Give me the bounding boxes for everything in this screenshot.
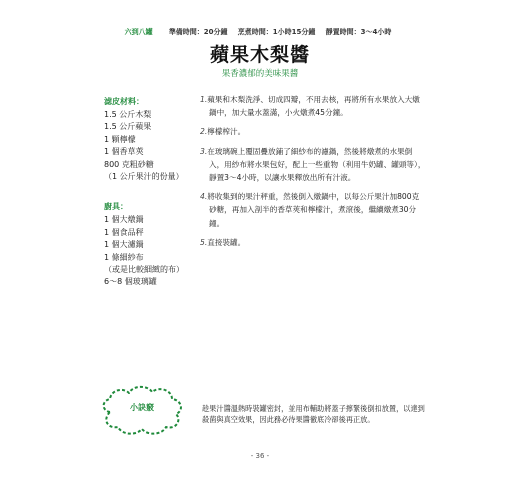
steps-list <box>200 93 426 255</box>
materials-column <box>104 96 204 289</box>
list-item: 800 克粗砂糖 <box>104 159 154 169</box>
list-item: 1.5 公斤蘋果 <box>104 122 152 132</box>
tools-heading: 廚具： <box>104 202 128 212</box>
recipe-subtitle: 果香濃郁的美味果醬 <box>221 69 299 79</box>
step-item <box>200 236 426 249</box>
recipe-title: 蘋果木梨醬 <box>209 44 310 66</box>
ingredients-heading: 滤皮材料： <box>104 97 144 106</box>
rest-time: 靜置時間：3〜4小時 <box>325 28 392 36</box>
prep-time: 準備時間：20分鐘 <box>168 28 228 36</box>
step-text: 直接裝罐。 <box>207 237 246 247</box>
step-text: 檸檬榨汁。 <box>207 127 246 137</box>
serving-count: 六到八罐 <box>124 28 153 36</box>
tools-list <box>104 214 204 288</box>
page-number: - 36 - <box>250 452 270 460</box>
step-number: 2. <box>200 127 208 137</box>
step-item <box>200 93 426 119</box>
tip-text: 趁果汁醬溫熱時裝罐密封，並用布輔助將蓋子擰緊後倒扣放置，以達到殺菌與真空效果，因此務必待果醬徹底冷卻後再正放。 <box>202 404 425 424</box>
step-item <box>200 125 426 138</box>
ingredients-list <box>104 109 204 183</box>
list-item: 1 個香草莢 <box>104 147 144 157</box>
list-item: 1 顆檸檬 <box>104 134 136 144</box>
step-number: 3. <box>200 146 208 156</box>
step-text: 蘋果和木梨洗淨、切成四瓣，不用去核，再將所有水果放入大燉鍋中，加大量水蓋滿，小火燉煮45分鐘。 <box>207 95 420 118</box>
cook-time: 烹煮時間：1小時15分鐘 <box>237 28 316 36</box>
step-item <box>200 190 426 230</box>
list-item: 1.5 公斤木梨 <box>104 110 152 119</box>
list-item: 1 個大燉鍋 <box>104 215 144 225</box>
list-item: （或是比較細緻的布） <box>104 265 184 275</box>
step-text: 將收集到的果汁秤重，然後倒入燉鍋中，以每公斤果汁加800克砂糖，再加入剖半的香草莢和檸檬汁，煮滾後，繼續燉煮30分鐘。 <box>207 192 420 228</box>
tip-label: 小訣竅 <box>130 403 154 412</box>
step-item <box>200 145 426 185</box>
step-number: 4. <box>200 192 208 202</box>
step-text: 在玻璃碗上覆固疊放鋪了細紗布的濾鍋，然後將燉煮的水果倒入，用紗布將水果包好，配上一些重物（利用牛奶罐、罐頭等），靜置3〜4小時，以讓水果釋放出所有汁液。 <box>207 146 426 183</box>
list-item: （1 公斤果汁的份量） <box>104 172 184 182</box>
recipe-meta <box>0 27 520 37</box>
step-number: 5. <box>200 237 208 247</box>
list-item: 1 個大濾鍋 <box>104 240 144 250</box>
list-item: 1 條細紗布 <box>104 252 144 262</box>
list-item: 6〜8 個玻璃罐 <box>104 277 157 287</box>
step-number: 1. <box>200 95 208 104</box>
list-item: 1 個食品秤 <box>104 227 144 237</box>
